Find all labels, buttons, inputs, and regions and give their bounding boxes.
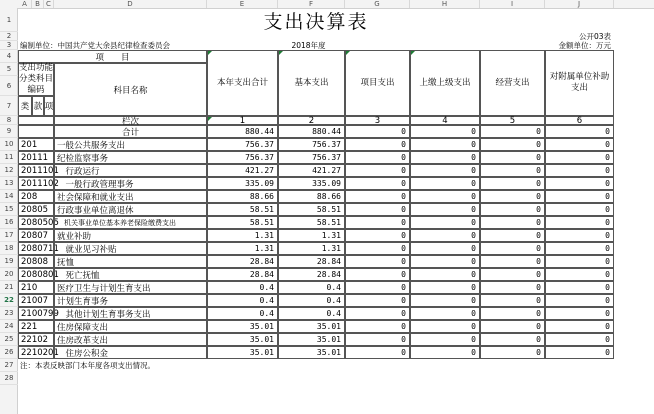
amount-value[interactable]: 35.01 [278, 346, 345, 359]
amount-value[interactable]: 0 [410, 268, 480, 281]
blank-cell[interactable] [18, 116, 54, 125]
row-header-27[interactable]: 27 [0, 359, 18, 372]
column-number-2[interactable]: 2 [278, 116, 345, 125]
amount-value[interactable]: 0.4 [278, 281, 345, 294]
header-col-1[interactable]: 本年支出合计 [207, 50, 278, 116]
amount-value[interactable]: 0 [345, 138, 410, 151]
column-header-g[interactable]: G [345, 0, 410, 8]
subject-code[interactable]: 20111 [18, 151, 54, 164]
subject-name[interactable]: 社会保障和就业支出 [54, 190, 207, 203]
column-header-i[interactable]: I [480, 0, 545, 8]
column-header-f[interactable]: F [278, 0, 345, 8]
spreadsheet-grid[interactable] [18, 8, 654, 414]
total-value-4[interactable]: 0 [410, 125, 480, 138]
column-number-label[interactable]: 栏次 [54, 116, 207, 125]
subject-name[interactable]: 一般公共服务支出 [54, 138, 207, 151]
cell-comment-indicator [279, 51, 283, 55]
column-number-4[interactable]: 4 [410, 116, 480, 125]
row-header-26[interactable]: 26 [0, 346, 18, 359]
amount-value[interactable]: 0 [480, 203, 545, 216]
amount-value[interactable]: 0 [480, 307, 545, 320]
amount-value[interactable]: 1.31 [278, 242, 345, 255]
amount-value[interactable]: 0 [410, 294, 480, 307]
row-header-12[interactable]: 12 [0, 164, 18, 177]
row-header-22[interactable]: 22 [0, 294, 18, 307]
amount-value[interactable]: 0 [545, 190, 614, 203]
amount-value[interactable]: 0 [480, 346, 545, 359]
subject-name[interactable]: 就业见习补贴 [54, 242, 207, 255]
amount-value[interactable]: 421.27 [207, 164, 278, 177]
amount-value[interactable]: 0.4 [207, 294, 278, 307]
amount-value[interactable]: 0 [410, 333, 480, 346]
subject-name[interactable]: 一般行政管理事务 [54, 177, 207, 190]
subject-code[interactable]: 210 [18, 281, 54, 294]
header-subject-name[interactable]: 科目名称 [54, 63, 207, 116]
amount-value[interactable]: 0 [480, 177, 545, 190]
total-value-3[interactable]: 0 [345, 125, 410, 138]
amount-value[interactable]: 0.4 [207, 307, 278, 320]
amount-value[interactable]: 0 [480, 320, 545, 333]
header-project[interactable]: 项 目 [18, 50, 207, 63]
amount-value[interactable]: 58.51 [207, 203, 278, 216]
amount-value[interactable]: 0 [345, 333, 410, 346]
amount-value[interactable]: 756.37 [278, 138, 345, 151]
column-header-h[interactable]: H [410, 0, 480, 8]
amount-value[interactable]: 0 [345, 242, 410, 255]
subject-code[interactable]: 2100799 [18, 307, 54, 320]
header-col-2[interactable]: 基本支出 [278, 50, 345, 116]
row-header-9[interactable]: 9 [0, 125, 18, 138]
amount-value[interactable]: 0 [345, 177, 410, 190]
header-func-code[interactable]: 支出功能分类科目编码 [19, 63, 54, 95]
subject-code[interactable]: 21007 [18, 294, 54, 307]
amount-value[interactable]: 0 [545, 138, 614, 151]
header-kuan[interactable]: 款 [32, 96, 44, 116]
amount-value[interactable]: 28.84 [207, 268, 278, 281]
row-header-20[interactable]: 20 [0, 268, 18, 281]
subject-code[interactable]: 208 [18, 190, 54, 203]
amount-value[interactable]: 0 [410, 229, 480, 242]
amount-value[interactable]: 0 [410, 216, 480, 229]
amount-value[interactable]: 0 [345, 151, 410, 164]
amount-value[interactable]: 0 [480, 268, 545, 281]
row-header-28[interactable]: 28 [0, 372, 18, 385]
amount-value[interactable]: 58.51 [207, 216, 278, 229]
amount-value[interactable]: 0 [545, 307, 614, 320]
amount-value[interactable]: 0 [345, 255, 410, 268]
subject-name[interactable]: 机关事业单位基本养老保险缴费支出 [54, 216, 207, 229]
row-header-5[interactable]: 5 [0, 63, 18, 76]
amount-value[interactable]: 0 [345, 203, 410, 216]
amount-value[interactable]: 58.51 [278, 216, 345, 229]
row-header-23[interactable]: 23 [0, 307, 18, 320]
amount-value[interactable]: 88.66 [278, 190, 345, 203]
amount-value[interactable]: 0 [480, 216, 545, 229]
row-header-21[interactable]: 21 [0, 281, 18, 294]
column-header-c[interactable]: C [44, 0, 54, 8]
cell-comment-indicator [208, 117, 212, 121]
subject-name[interactable]: 计划生育事务 [54, 294, 207, 307]
amount-value[interactable]: 0 [545, 281, 614, 294]
subject-code[interactable]: 20807 [18, 229, 54, 242]
amount-value[interactable]: 0 [410, 346, 480, 359]
amount-value[interactable]: 0 [545, 203, 614, 216]
subject-code[interactable]: 221 [18, 320, 54, 333]
amount-value[interactable]: 756.37 [207, 151, 278, 164]
row-header-bar [0, 8, 18, 414]
row-header-11[interactable]: 11 [0, 151, 18, 164]
header-col-5[interactable]: 经营支出 [480, 50, 545, 116]
amount-value[interactable]: 0 [410, 203, 480, 216]
subject-code[interactable]: 2080505 [18, 216, 54, 229]
amount-value[interactable]: 0 [410, 307, 480, 320]
total-value-1[interactable]: 880.44 [207, 125, 278, 138]
row-header-16[interactable]: 16 [0, 216, 18, 229]
column-header-j[interactable]: J [545, 0, 614, 8]
amount-value[interactable]: 1.31 [207, 229, 278, 242]
row-header-19[interactable]: 19 [0, 255, 18, 268]
footnote: 注：本表反映部门本年度各项支出情况。 [20, 361, 155, 370]
subject-code[interactable]: 2011101 [18, 164, 54, 177]
fiscal-year: 2018年度 [291, 41, 326, 50]
amount-value[interactable]: 58.51 [278, 203, 345, 216]
amount-value[interactable]: 0 [345, 190, 410, 203]
column-header-e[interactable]: E [207, 0, 278, 8]
amount-value[interactable]: 0 [480, 151, 545, 164]
header-col-3[interactable]: 项目支出 [345, 50, 410, 116]
row-header-14[interactable]: 14 [0, 190, 18, 203]
cell-comment-indicator [208, 51, 212, 55]
amount-value[interactable]: 28.84 [207, 255, 278, 268]
column-number-5[interactable]: 5 [480, 116, 545, 125]
row-header-6[interactable]: 6 [0, 76, 18, 96]
amount-value[interactable]: 0 [545, 151, 614, 164]
row-header-24[interactable]: 24 [0, 320, 18, 333]
amount-value[interactable]: 0 [480, 164, 545, 177]
subject-name[interactable]: 死亡抚恤 [54, 268, 207, 281]
row-header-3[interactable]: 3 [0, 41, 18, 50]
subject-name[interactable]: 住房改革支出 [54, 333, 207, 346]
column-number-1[interactable]: 1 [207, 116, 278, 125]
amount-value[interactable]: 0.4 [278, 294, 345, 307]
amount-value[interactable]: 0 [410, 320, 480, 333]
unit-label: 编制单位：中国共产党大余县纪律检查委员会 [20, 41, 170, 50]
subject-name[interactable]: 纪检监察事务 [54, 151, 207, 164]
amount-value[interactable]: 0 [410, 281, 480, 294]
subject-code[interactable]: 22102 [18, 333, 54, 346]
amount-value[interactable]: 0 [345, 281, 410, 294]
amount-value[interactable]: 0 [410, 151, 480, 164]
amount-unit: 金额单位：万元 [558, 41, 611, 50]
amount-value[interactable]: 0 [410, 255, 480, 268]
amount-value[interactable]: 35.01 [278, 320, 345, 333]
subject-name[interactable]: 行政运行 [54, 164, 207, 177]
row-header-18[interactable]: 18 [0, 242, 18, 255]
column-header-d[interactable]: D [54, 0, 207, 8]
amount-value[interactable]: 0 [410, 164, 480, 177]
column-number-3[interactable]: 3 [345, 116, 410, 125]
amount-value[interactable]: 28.84 [278, 255, 345, 268]
amount-value[interactable]: 421.27 [278, 164, 345, 177]
header-col-6[interactable]: 对附属单位补助支出 [545, 50, 614, 116]
amount-value[interactable]: 0 [410, 242, 480, 255]
row-header-4[interactable]: 4 [0, 50, 18, 63]
amount-value[interactable]: 0 [345, 229, 410, 242]
amount-value[interactable]: 1.31 [278, 229, 345, 242]
subject-code[interactable]: 2080801 [18, 268, 54, 281]
amount-value[interactable]: 0 [480, 229, 545, 242]
subject-code[interactable]: 2011102 [18, 177, 54, 190]
amount-value[interactable]: 0 [480, 190, 545, 203]
amount-value[interactable]: 0 [545, 229, 614, 242]
amount-value[interactable]: 0 [345, 294, 410, 307]
amount-value[interactable]: 0 [480, 255, 545, 268]
amount-value[interactable]: 0 [480, 242, 545, 255]
subject-code[interactable]: 20808 [18, 255, 54, 268]
amount-value[interactable]: 0 [545, 177, 614, 190]
column-number-6[interactable]: 6 [545, 116, 614, 125]
amount-value[interactable]: 335.09 [207, 177, 278, 190]
amount-value[interactable]: 0 [545, 216, 614, 229]
row-header-15[interactable]: 15 [0, 203, 18, 216]
amount-value[interactable]: 0 [480, 333, 545, 346]
total-label[interactable]: 合计 [54, 125, 207, 138]
total-value-5[interactable]: 0 [480, 125, 545, 138]
amount-value[interactable]: 0 [345, 307, 410, 320]
row-header-25[interactable]: 25 [0, 333, 18, 346]
amount-value[interactable]: 35.01 [207, 333, 278, 346]
amount-value[interactable]: 0.4 [278, 307, 345, 320]
row-header-17[interactable]: 17 [0, 229, 18, 242]
amount-value[interactable]: 88.66 [207, 190, 278, 203]
column-header-b[interactable]: B [32, 0, 44, 8]
amount-value[interactable]: 0 [410, 138, 480, 151]
amount-value[interactable]: 0 [545, 242, 614, 255]
total-value-2[interactable]: 880.44 [278, 125, 345, 138]
header-col-4[interactable]: 上缴上级支出 [410, 50, 480, 116]
amount-value[interactable]: 0 [410, 190, 480, 203]
amount-value[interactable]: 756.37 [207, 138, 278, 151]
subject-code[interactable]: 20805 [18, 203, 54, 216]
amount-value[interactable]: 0 [345, 216, 410, 229]
amount-value[interactable]: 0 [345, 164, 410, 177]
header-lei[interactable]: 类 [18, 96, 32, 116]
amount-value[interactable]: 35.01 [278, 333, 345, 346]
amount-value[interactable]: 0 [545, 294, 614, 307]
amount-value[interactable]: 0 [545, 346, 614, 359]
blank-cell[interactable] [18, 125, 54, 138]
subject-name[interactable]: 其他计划生育事务支出 [54, 307, 207, 320]
subject-name[interactable]: 住房公积金 [54, 346, 207, 359]
amount-value[interactable]: 756.37 [278, 151, 345, 164]
amount-value[interactable]: 28.84 [278, 268, 345, 281]
form-code: 公开03表 [578, 32, 611, 41]
amount-value[interactable]: 335.09 [278, 177, 345, 190]
amount-value[interactable]: 35.01 [207, 320, 278, 333]
amount-value[interactable]: 0 [545, 320, 614, 333]
subject-name[interactable]: 就业补助 [54, 229, 207, 242]
amount-value[interactable]: 0 [545, 268, 614, 281]
row-header-1[interactable]: 1 [0, 8, 18, 32]
subject-name[interactable]: 住房保障支出 [54, 320, 207, 333]
row-header-8[interactable]: 8 [0, 116, 18, 125]
amount-value[interactable]: 35.01 [207, 346, 278, 359]
row-header-13[interactable]: 13 [0, 177, 18, 190]
amount-value[interactable]: 0 [480, 294, 545, 307]
subject-code[interactable]: 2210201 [18, 346, 54, 359]
amount-value[interactable]: 0 [410, 177, 480, 190]
subject-name[interactable]: 医疗卫生与计划生育支出 [54, 281, 207, 294]
row-header-2[interactable]: 2 [0, 32, 18, 41]
cell-comment-indicator [411, 51, 415, 55]
header-xiang[interactable]: 项 [44, 96, 54, 116]
subject-name[interactable]: 行政事业单位离退休 [54, 203, 207, 216]
sheet-title: 支出决算表 [263, 10, 369, 33]
amount-value[interactable]: 0 [345, 320, 410, 333]
amount-value[interactable]: 0.4 [207, 281, 278, 294]
row-header-10[interactable]: 10 [0, 138, 18, 151]
total-value-6[interactable]: 0 [545, 125, 614, 138]
amount-value[interactable]: 0 [545, 333, 614, 346]
column-header-a[interactable]: A [18, 0, 32, 8]
subject-code[interactable]: 201 [18, 138, 54, 151]
amount-value[interactable]: 0 [345, 268, 410, 281]
amount-value[interactable]: 0 [545, 255, 614, 268]
cell-comment-indicator [346, 51, 350, 55]
subject-name[interactable]: 抚恤 [54, 255, 207, 268]
amount-value[interactable]: 0 [545, 164, 614, 177]
amount-value[interactable]: 0 [480, 281, 545, 294]
row-header-7[interactable]: 7 [0, 96, 18, 116]
amount-value[interactable]: 1.31 [207, 242, 278, 255]
amount-value[interactable]: 0 [480, 138, 545, 151]
subject-code[interactable]: 2080711 [18, 242, 54, 255]
amount-value[interactable]: 0 [345, 346, 410, 359]
